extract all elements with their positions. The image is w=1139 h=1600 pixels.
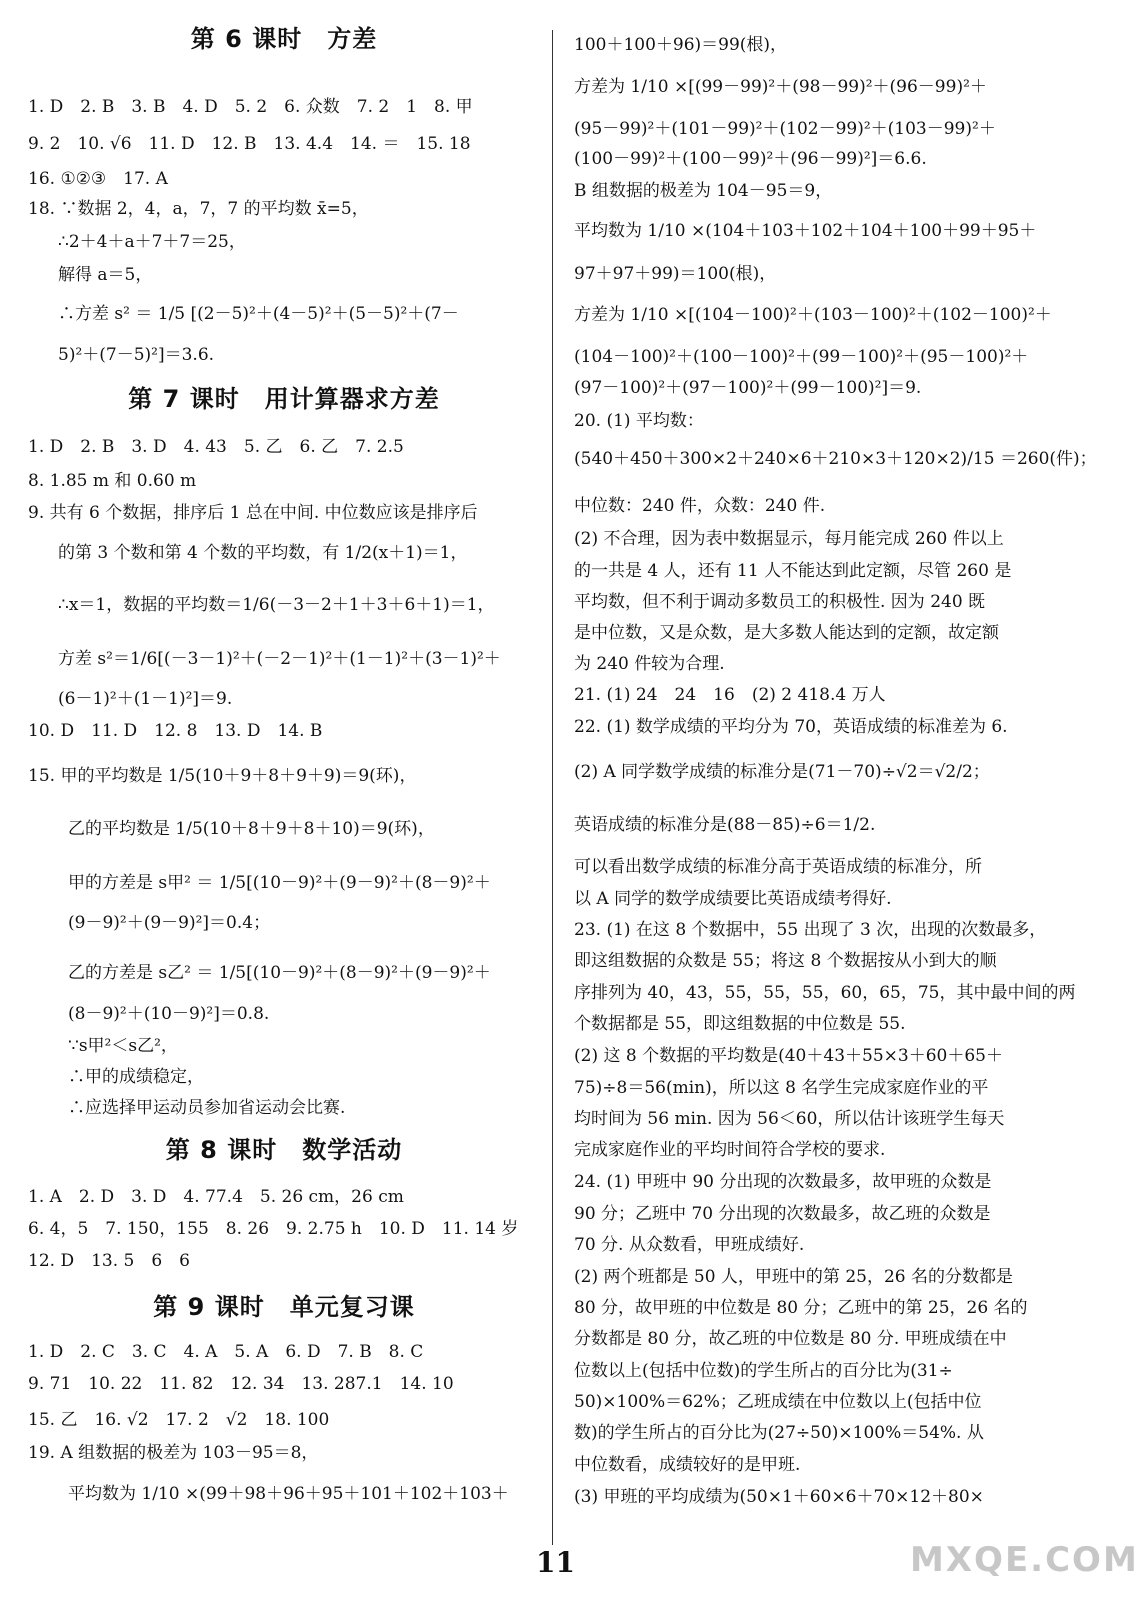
answer-line: 完成家庭作业的平均时间符合学校的要求. — [574, 1140, 886, 1160]
answer-line: 100＋100＋96)＝99(根)， — [574, 35, 788, 55]
answer-line: 18. ∵数据 2，4，a，7，7 的平均数 x̄=5， — [28, 199, 369, 219]
answer-line: 75)÷8＝56(min)，所以这 8 名学生完成家庭作业的平 — [574, 1078, 989, 1098]
answer-line: (2) 两个班都是 50 人，甲班中的第 25，26 名的分数都是 — [574, 1267, 1013, 1287]
answer-line: ∴x＝1，数据的平均数＝1/6(－3－2＋1＋3＋6＋1)＝1， — [58, 595, 495, 615]
page-number: 11 — [536, 1546, 575, 1579]
answer-line: 50)×100%＝62%；乙班成绩在中位数以上(包括中位 — [574, 1392, 982, 1412]
answer-line: 方差为 1/10 ×[(99－99)²＋(98－99)²＋(96－99)²＋ — [574, 77, 987, 97]
answer-line: 序排列为 40，43，55，55，55，60，65，75，其中最中间的两 — [574, 983, 1076, 1003]
answer-line: 70 分. 从众数看，甲班成绩好. — [574, 1235, 805, 1255]
answer-line: 9. 2 10. √6 11. D 12. B 13. 4.4 14. ＝ 15. 18 — [28, 134, 471, 154]
answer-line: 以 A 同学的数学成绩要比英语成绩考得好. — [574, 889, 892, 909]
section-heading: 第 6 课时 方差 — [190, 25, 378, 53]
answer-line: ∴甲的成绩稳定， — [68, 1067, 204, 1087]
answer-line: 甲的方差是 s甲² ＝ 1/5[(10－9)²＋(9－9)²＋(8－9)²＋ — [68, 873, 491, 893]
answer-line: 的一共是 4 人，还有 11 人不能达到此定额，尽管 260 是 — [574, 561, 1012, 581]
answer-line: 23. (1) 在这 8 个数据中，55 出现了 3 次，出现的次数最多， — [574, 920, 1047, 940]
answer-line: (9－9)²＋(9－9)²]＝0.4； — [68, 913, 271, 933]
answer-line: (100－99)²＋(100－99)²＋(96－99)²]＝6.6. — [574, 149, 927, 169]
answer-line: 数)的学生所占的百分比为(27÷50)×100%＝54%. 从 — [574, 1423, 984, 1443]
answer-line: ∴2＋4＋a＋7＋7＝25， — [58, 232, 246, 252]
answer-line: 19. A 组数据的极差为 103－95＝8， — [28, 1443, 319, 1463]
answer-line: 6. 4，5 7. 150，155 8. 26 9. 2.75 h 10. D 11. 14 岁 — [28, 1219, 519, 1239]
answer-line: ∵s甲²＜s乙²， — [68, 1036, 178, 1056]
answer-line: 平均数为 1/10 ×(104＋103＋102＋104＋100＋99＋95＋ — [574, 221, 1037, 241]
answer-line: 可以看出数学成绩的标准分高于英语成绩的标准分，所 — [574, 857, 982, 877]
answer-line: 10. D 11. D 12. 8 13. D 14. B — [28, 721, 323, 741]
answer-line: 平均数为 1/10 ×(99＋98＋96＋95＋101＋102＋103＋ — [68, 1484, 509, 1504]
answer-line: 解得 a＝5， — [58, 265, 153, 285]
answer-line: 即这组数据的众数是 55；将这 8 个数据按从小到大的顺 — [574, 951, 997, 971]
answer-line: 均时间为 56 min. 因为 56＜60，所以估计该班学生每天 — [574, 1109, 1005, 1129]
answer-line: 1. D 2. B 3. D 4. 43 5. 乙 6. 乙 7. 2.5 — [28, 437, 404, 457]
answer-line: 中位数：240 件，众数：240 件. — [574, 496, 826, 516]
answer-line: (3) 甲班的平均成绩为(50×1＋60×6＋70×12＋80× — [574, 1487, 984, 1507]
answer-line: 22. (1) 数学成绩的平均分为 70，英语成绩的标准差为 6. — [574, 717, 1008, 737]
answer-line: (2) 不合理，因为表中数据显示，每月能完成 260 件以上 — [574, 529, 1004, 549]
answer-line: 90 分；乙班中 70 分出现的次数最多，故乙班的众数是 — [574, 1204, 991, 1224]
section-heading: 第 8 课时 数学活动 — [165, 1136, 403, 1164]
column-divider — [552, 30, 553, 1545]
answer-line: (6－1)²＋(1－1)²]＝9. — [58, 689, 233, 709]
watermark-logo: MXQE.COM — [910, 1540, 1139, 1580]
answer-line: 1. D 2. B 3. B 4. D 5. 2 6. 众数 7. 2 1 8. 甲 — [28, 97, 473, 117]
answer-line: 乙的平均数是 1/5(10＋8＋9＋8＋10)＝9(环)， — [68, 819, 435, 839]
answer-line: 9. 共有 6 个数据，排序后 1 总在中间. 中位数应该是排序后 — [28, 503, 478, 523]
answer-line: 97＋97＋99)＝100(根)， — [574, 264, 777, 284]
answer-line: 15. 甲的平均数是 1/5(10＋9＋8＋9＋9)＝9(环)， — [28, 766, 417, 786]
answer-line: (97－100)²＋(97－100)²＋(99－100)²]＝9. — [574, 378, 922, 398]
answer-line: ∴方差 s² ＝ 1/5 [(2－5)²＋(4－5)²＋(5－5)²＋(7－ — [58, 304, 459, 324]
answer-line: 位数以上(包括中位数)的学生所占的百分比为(31÷ — [574, 1361, 953, 1381]
answer-line: 方差为 1/10 ×[(104－100)²＋(103－100)²＋(102－100)²＋ — [574, 305, 1052, 325]
answer-line: B 组数据的极差为 104－95＝9， — [574, 181, 833, 201]
answer-line: 是中位数，又是众数，是大多数人能达到的定额，故定额 — [574, 623, 999, 643]
answer-line: 21. (1) 24 24 16 (2) 2 418.4 万人 — [574, 685, 886, 705]
answer-line: 平均数，但不利于调动多数员工的积极性. 因为 240 既 — [574, 592, 986, 612]
answer-line: 乙的方差是 s乙² ＝ 1/5[(10－9)²＋(8－9)²＋(9－9)²＋ — [68, 963, 491, 983]
answer-line: 英语成绩的标准分是(88－85)÷6＝1/2. — [574, 815, 876, 835]
answer-line: 9. 71 10. 22 11. 82 12. 34 13. 287.1 14. 10 — [28, 1374, 454, 1394]
answer-line: ∴应选择甲运动员参加省运动会比赛. — [68, 1098, 346, 1118]
answer-line: (8－9)²＋(10－9)²]＝0.8. — [68, 1004, 270, 1024]
answer-line: (95－99)²＋(101－99)²＋(102－99)²＋(103－99)²＋ — [574, 119, 996, 139]
answer-line: 个数据都是 55，即这组数据的中位数是 55. — [574, 1014, 906, 1034]
answer-line: 方差 s²＝1/6[(－3－1)²＋(－2－1)²＋(1－1)²＋(3－1)²＋ — [58, 649, 501, 669]
answer-line: 80 分，故甲班的中位数是 80 分；乙班中的第 25，26 名的 — [574, 1298, 1028, 1318]
answer-line: 为 240 件较为合理. — [574, 654, 725, 674]
answer-line: 5)²＋(7－5)²]＝3.6. — [58, 345, 215, 365]
answer-line: 分数都是 80 分，故乙班的中位数是 80 分. 甲班成绩在中 — [574, 1329, 1007, 1349]
answer-line: 8. 1.85 m 和 0.60 m — [28, 471, 197, 491]
answer-line: 中位数看，成绩较好的是甲班. — [574, 1455, 801, 1475]
answer-line: 的第 3 个数和第 4 个数的平均数，有 1/2(x＋1)＝1， — [58, 543, 468, 563]
answer-line: (2) A 同学数学成绩的标准分是(71－70)÷√2＝√2/2； — [574, 762, 990, 782]
answer-line: 1. A 2. D 3. D 4. 77.4 5. 26 cm，26 cm — [28, 1187, 404, 1207]
answer-line: 24. (1) 甲班中 90 分出现的次数最多，故甲班的众数是 — [574, 1172, 992, 1192]
answer-line: 12. D 13. 5 6 6 — [28, 1251, 190, 1271]
answer-line: 15. 乙 16. √2 17. 2 √2 18. 100 — [28, 1410, 330, 1430]
answer-line: 16. ①②③ 17. A — [28, 169, 168, 189]
section-heading: 第 9 课时 单元复习课 — [153, 1293, 415, 1321]
answer-line: 1. D 2. C 3. C 4. A 5. A 6. D 7. B 8. C — [28, 1342, 424, 1362]
answer-line: (2) 这 8 个数据的平均数是(40＋43＋55×3＋60＋65＋ — [574, 1046, 1003, 1066]
answer-line: 20. (1) 平均数： — [574, 411, 704, 431]
answer-line: (104－100)²＋(100－100)²＋(99－100)²＋(95－100)²＋ — [574, 347, 1029, 367]
section-heading: 第 7 课时 用计算器求方差 — [128, 385, 440, 413]
answer-line: (540＋450＋300×2＋240×6＋210×3＋120×2)/15 ＝260(件)； — [574, 449, 1097, 469]
